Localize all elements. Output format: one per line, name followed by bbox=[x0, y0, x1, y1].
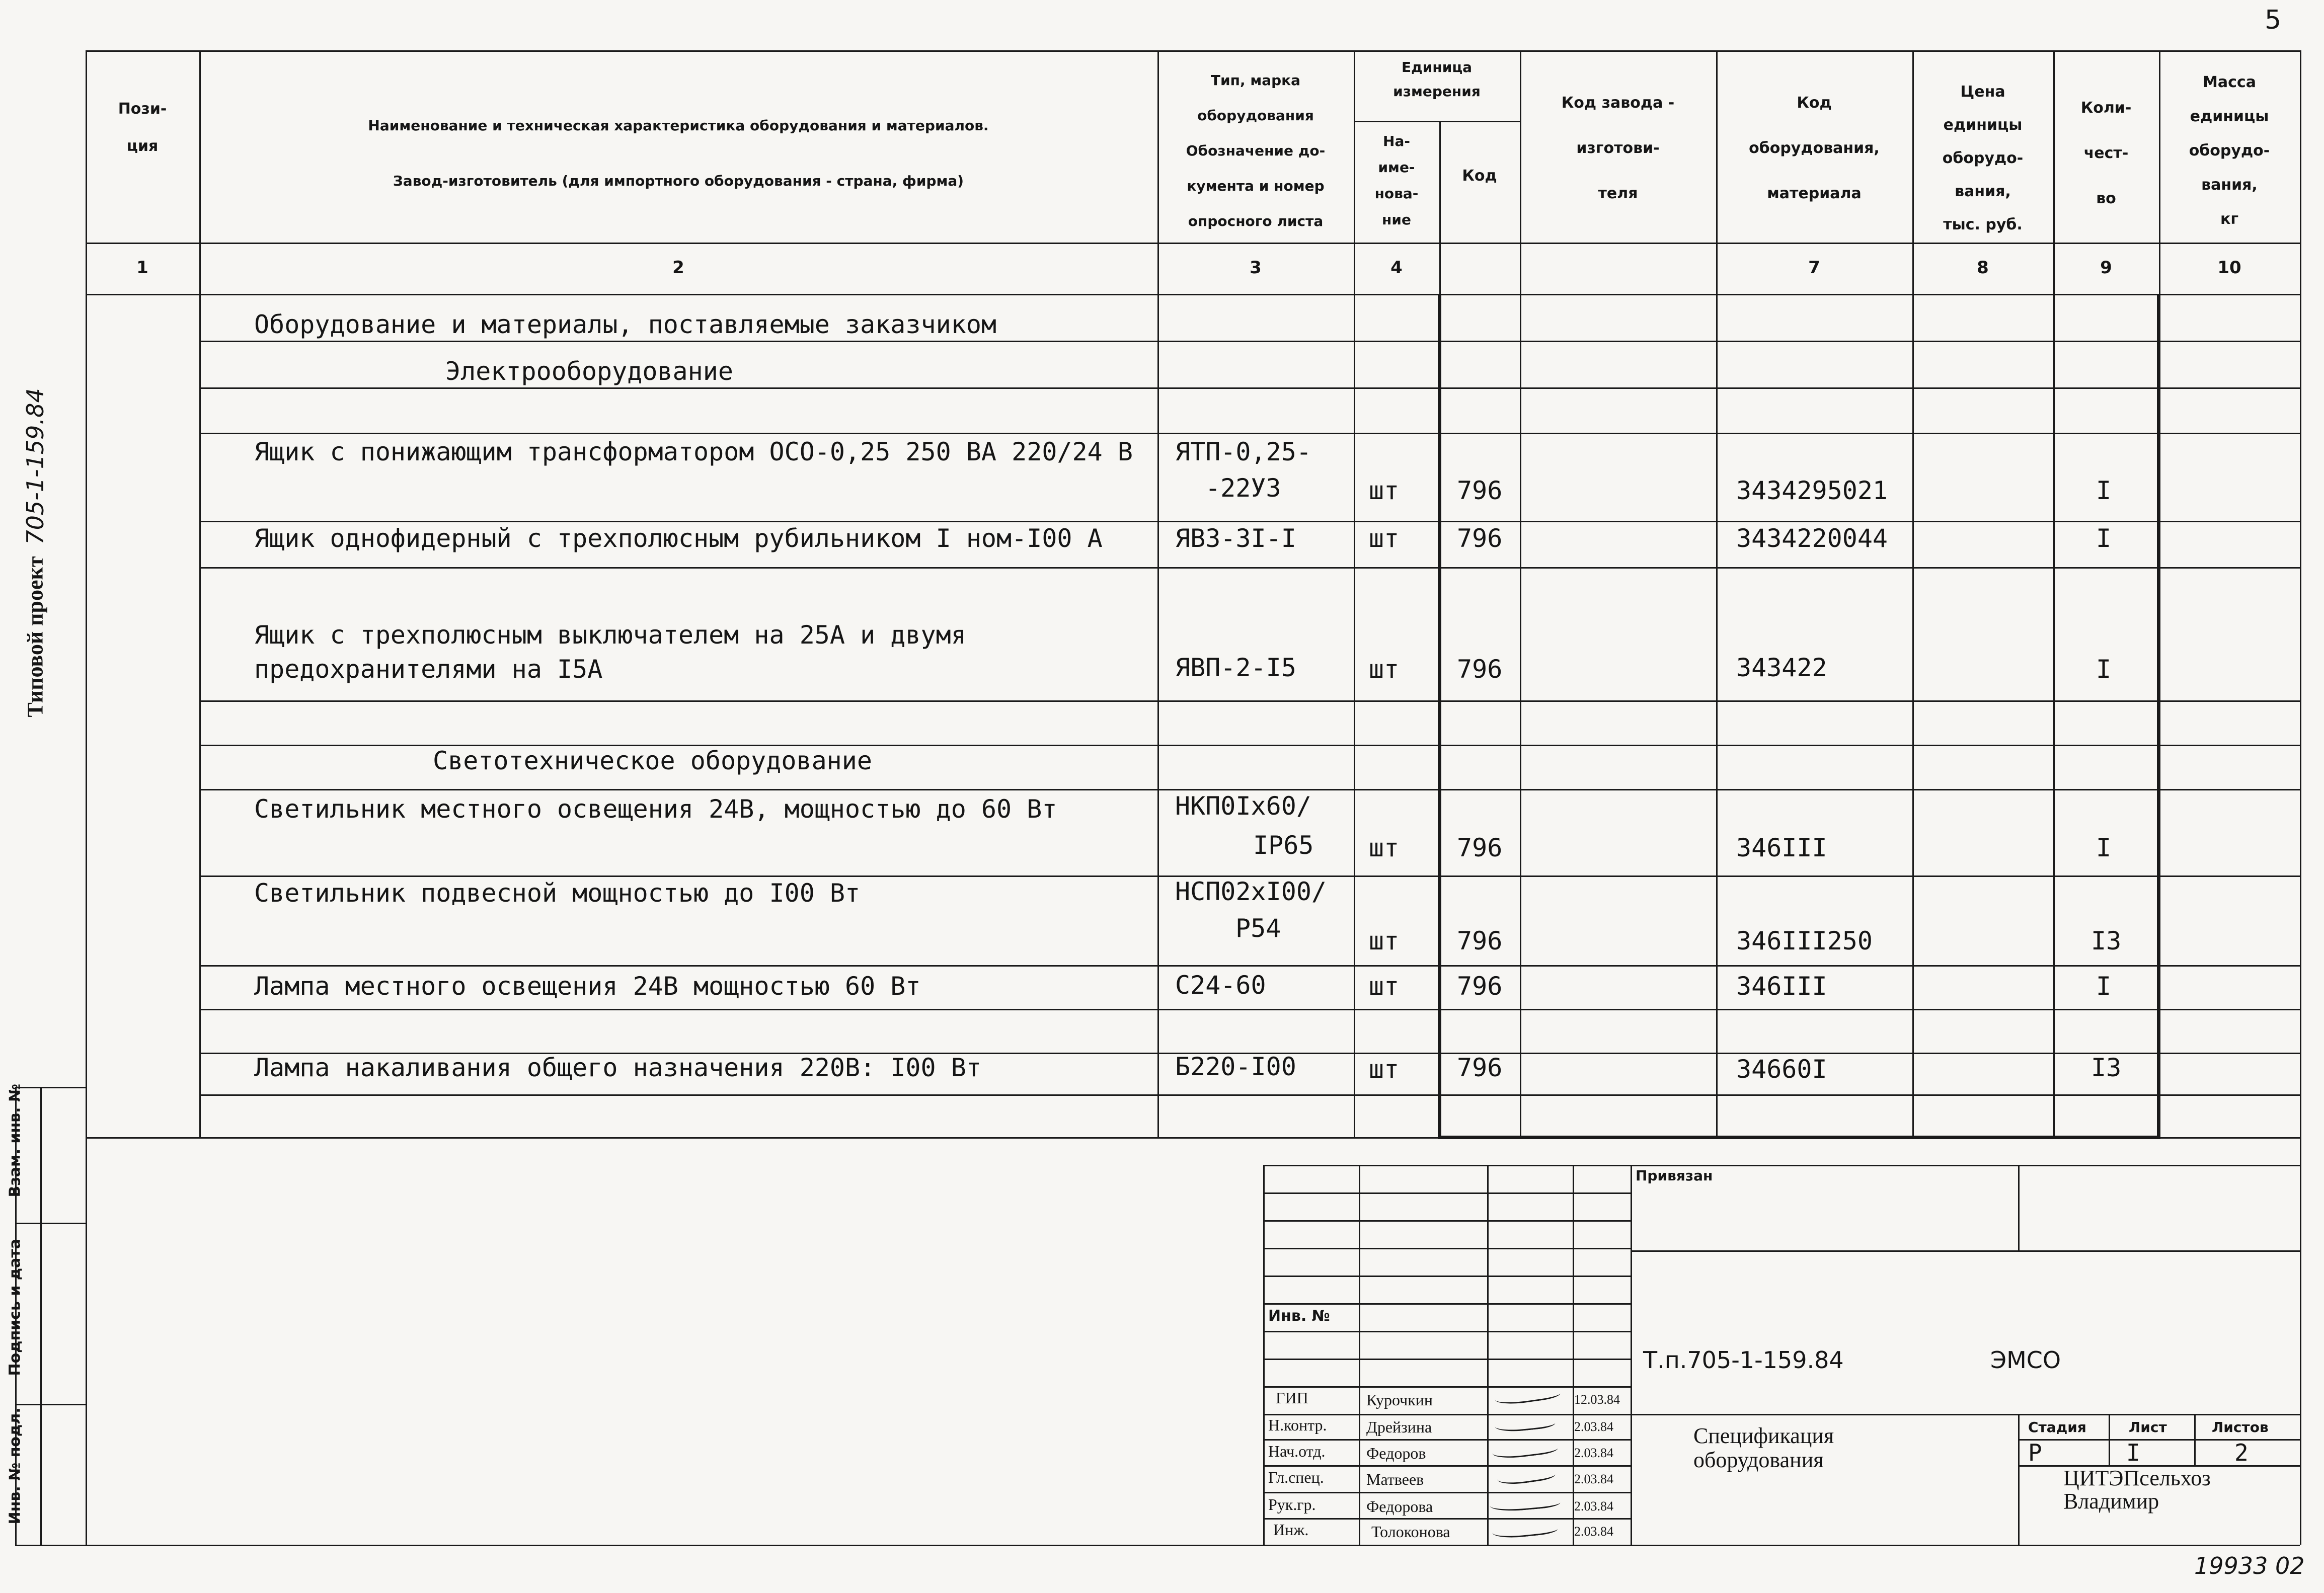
header-unit-name: На- bbox=[1383, 133, 1410, 149]
col-number-2: 2 bbox=[672, 258, 684, 278]
col-number-3: 3 bbox=[1250, 258, 1262, 278]
person-name: Толоконова bbox=[1371, 1523, 1450, 1541]
bottom-archive-code: 19933 02 bbox=[2194, 1552, 2305, 1579]
row-qty: I3 bbox=[2091, 926, 2122, 955]
row-name: Светильник подвесной мощностью до I00 Вт bbox=[254, 879, 861, 908]
row-material-code: 346III bbox=[1736, 972, 1827, 1001]
row-material-code: 343422 bbox=[1736, 653, 1827, 682]
row-unit: шт bbox=[1369, 524, 1400, 553]
header-factory-code: Код завода - bbox=[1561, 94, 1675, 112]
col-number-10: 10 bbox=[2217, 258, 2241, 278]
row-qty: I bbox=[2096, 655, 2112, 684]
row-name: Светотехническое оборудование bbox=[433, 746, 872, 775]
person-role: Инж. bbox=[1273, 1521, 1309, 1539]
person-date: 2.03.84 bbox=[1574, 1419, 1613, 1434]
signature bbox=[1492, 1438, 1559, 1461]
person-name: Курочкин bbox=[1366, 1391, 1433, 1409]
row-name: Лампа местного освещения 24В мощностью 60 Вт bbox=[254, 972, 921, 1001]
header-quantity: Коли- bbox=[2080, 99, 2132, 117]
strip-vzam-inv: Взам. инв. № bbox=[6, 1083, 24, 1198]
stamp-org: ЦИТЭПсельхоз bbox=[2063, 1466, 2211, 1490]
stamp-stage-label: Стадия bbox=[2028, 1419, 2086, 1436]
row-type: Б220-I00 bbox=[1175, 1052, 1296, 1081]
row-type: ЯВП-2-I5 bbox=[1175, 653, 1296, 682]
person-name: Федорова bbox=[1366, 1497, 1433, 1516]
row-type: -22У3 bbox=[1205, 473, 1281, 503]
header-material-code: Код bbox=[1797, 94, 1832, 112]
row-name: Ящик с трехполюсным выключателем на 25А и двумя bbox=[254, 620, 966, 650]
person-role: ГИП bbox=[1276, 1389, 1308, 1407]
person-role: Рук.гр. bbox=[1268, 1495, 1316, 1514]
row-type: НСП02хI00/ bbox=[1175, 877, 1327, 906]
row-code: 796 bbox=[1457, 476, 1503, 505]
strip-inv-podl: Инв. № подл. bbox=[6, 1407, 24, 1525]
row-type: ЯВЗ-3I-I bbox=[1175, 524, 1296, 553]
row-unit: шт bbox=[1369, 655, 1400, 684]
person-role: Н.контр. bbox=[1268, 1416, 1327, 1434]
row-name: Светильник местного освещения 24В, мощностью до 60 Вт bbox=[254, 794, 1057, 824]
stamp-sheets: 2 bbox=[2234, 1439, 2249, 1466]
person-name: Федоров bbox=[1366, 1444, 1426, 1462]
person-name: Матвеев bbox=[1366, 1470, 1424, 1488]
signature bbox=[1489, 1492, 1561, 1513]
col-number-9: 9 bbox=[2100, 258, 2112, 278]
col-number-1: 1 bbox=[136, 258, 148, 278]
header-name: Наименование и техническая характеристика оборудования и материалов. bbox=[368, 117, 989, 134]
row-unit: шт bbox=[1369, 926, 1400, 955]
row-code: 796 bbox=[1457, 1053, 1503, 1082]
person-role: Нач.отд. bbox=[1268, 1442, 1326, 1460]
person-date: 12.03.84 bbox=[1574, 1392, 1620, 1407]
side-project-label: Типовой проект bbox=[23, 556, 48, 718]
row-name: Ящик однофидерный с трехполюсным рубильником I ном-I00 А bbox=[254, 524, 1103, 553]
header-unit-code: Код bbox=[1462, 167, 1497, 185]
person-date: 2.03.84 bbox=[1574, 1446, 1613, 1460]
header-mass: Масса bbox=[2203, 73, 2256, 91]
stamp-sheet: I bbox=[2126, 1439, 2140, 1466]
header-type: Тип, марка bbox=[1210, 72, 1301, 89]
row-name: предохранителями на I5А bbox=[254, 655, 603, 684]
person-role: Гл.спец. bbox=[1268, 1468, 1324, 1486]
row-type: Р54 bbox=[1235, 914, 1281, 943]
row-qty: I bbox=[2096, 524, 2112, 553]
signature bbox=[1492, 1519, 1558, 1540]
row-material-code: 3434295021 bbox=[1736, 476, 1888, 505]
stamp-doc-code: Т.п.705-1-159.84 bbox=[1643, 1346, 1844, 1374]
signature bbox=[1494, 1413, 1556, 1433]
row-type: С24-60 bbox=[1175, 971, 1266, 1000]
row-code: 796 bbox=[1457, 833, 1503, 862]
row-qty: I bbox=[2096, 476, 2112, 505]
row-material-code: 3434220044 bbox=[1736, 524, 1888, 553]
stamp-privyazan: Привязан bbox=[1636, 1167, 1713, 1184]
row-type: НКП0Iх60/ bbox=[1175, 791, 1311, 821]
person-name: Дрейзина bbox=[1366, 1418, 1432, 1436]
row-qty: I3 bbox=[2091, 1053, 2122, 1082]
stamp-mark: ЭМСО bbox=[1990, 1346, 2061, 1374]
row-material-code: 346III250 bbox=[1736, 926, 1873, 955]
header-position: Пози- bbox=[118, 100, 167, 118]
row-unit: шт bbox=[1369, 1055, 1400, 1084]
stamp-inv-no: Инв. № bbox=[1268, 1307, 1330, 1325]
stamp-stage: Р bbox=[2028, 1439, 2042, 1466]
row-name: Лампа накаливания общего назначения 220В: I00 Вт bbox=[254, 1053, 981, 1082]
row-code: 796 bbox=[1457, 655, 1503, 684]
side-project-code: 705-1-159.84 bbox=[22, 388, 49, 545]
header-price: Цена bbox=[1960, 83, 2005, 101]
row-name: Оборудование и материалы, поставляемые заказчиком bbox=[254, 310, 997, 339]
strip-podpis-data: Подпись и дата bbox=[6, 1239, 24, 1376]
row-code: 796 bbox=[1457, 524, 1503, 553]
row-type: IP65 bbox=[1253, 831, 1314, 860]
person-date: 2.03.84 bbox=[1574, 1472, 1613, 1486]
row-name: Ящик с понижающим трансформатором ОСО-0,25 250 ВА 220/24 В bbox=[254, 437, 1133, 466]
row-material-code: 34660I bbox=[1736, 1055, 1827, 1084]
stamp-sheet-label: Лист bbox=[2129, 1419, 2167, 1436]
row-code: 796 bbox=[1457, 972, 1503, 1001]
row-unit: шт bbox=[1369, 833, 1400, 862]
page-number: 5 bbox=[2265, 5, 2282, 35]
person-date: 2.03.84 bbox=[1574, 1524, 1613, 1539]
stamp-sheets-label: Листов bbox=[2212, 1419, 2269, 1436]
row-material-code: 346III bbox=[1736, 833, 1827, 862]
person-date: 2.03.84 bbox=[1574, 1499, 1613, 1514]
row-qty: I bbox=[2096, 972, 2112, 1001]
row-type: ЯТП-0,25- bbox=[1175, 437, 1311, 466]
row-unit: шт bbox=[1369, 972, 1400, 1001]
col-number-8: 8 bbox=[1977, 258, 1989, 278]
row-code: 796 bbox=[1457, 926, 1503, 955]
header-unit: Единица bbox=[1402, 59, 1472, 75]
stamp-title: Спецификация bbox=[1693, 1423, 1834, 1448]
row-name: Электрооборудование bbox=[445, 357, 733, 386]
row-unit: шт bbox=[1369, 476, 1400, 505]
signature bbox=[1497, 1464, 1556, 1487]
col-number-4: 4 bbox=[1390, 258, 1403, 278]
col-number-7: 7 bbox=[1808, 258, 1820, 278]
row-qty: I bbox=[2096, 833, 2112, 862]
